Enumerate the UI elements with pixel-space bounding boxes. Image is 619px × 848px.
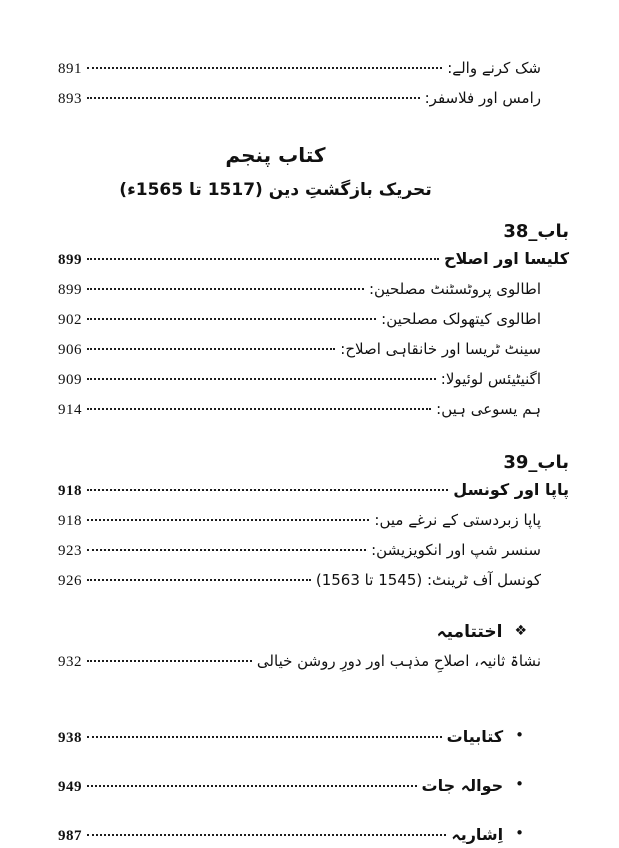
- toc-entry-title: سنسر شپ اور انکویزیشن:: [371, 541, 541, 559]
- book-subtitle: تحریک بازگشتِ دین (1517 تا 1565ء): [119, 180, 432, 200]
- back-matter-row: [58, 725, 524, 750]
- toc-entry-page: 914: [58, 402, 82, 418]
- toc-entry-row: [58, 397, 541, 422]
- dot-leader: [87, 549, 366, 551]
- back-matter-row: [58, 774, 524, 799]
- toc-entry-title: کونسل آف ٹرینٹ: (1545 تا 1563): [315, 571, 541, 589]
- toc-entry-row: [58, 86, 541, 111]
- toc-entry-title: پاپا زبردستی کے نرغے میں:: [374, 511, 541, 529]
- chapter-heading-row: [58, 247, 569, 272]
- dot-leader: [87, 378, 436, 380]
- toc-entry-page: 899: [58, 282, 82, 298]
- book-header: [20, 141, 531, 205]
- toc-entry-row: [58, 56, 541, 81]
- epilogue-title: اختتامیہ: [436, 622, 503, 642]
- toc-entry-page: 926: [58, 573, 82, 589]
- toc-entry-page: 918: [58, 513, 82, 529]
- toc-entry-title: اگنیٹیئس لوئیولا:: [440, 370, 541, 388]
- dot-leader: [87, 736, 442, 738]
- back-matter-page: 949: [58, 779, 82, 795]
- toc-entry-page: 891: [58, 61, 82, 77]
- toc-entry-row: [58, 649, 541, 674]
- diamond-cluster-icon: ❖: [514, 623, 527, 639]
- back-matter-title: حوالہ جات: [421, 776, 504, 795]
- toc-entry-title: سینٹ ٹریسا اور خانقاہی اصلاح:: [340, 340, 541, 358]
- toc-entry-page: 932: [58, 654, 82, 670]
- toc-entry-page: 909: [58, 372, 82, 388]
- dot-leader: [87, 318, 376, 320]
- toc-entry-row: [58, 508, 541, 533]
- toc-entry-title: رامس اور فلاسفر:: [424, 89, 541, 107]
- toc-entry-title: شک کرنے والے:: [447, 59, 541, 77]
- chapter-heading-page: 899: [58, 252, 82, 268]
- bullet-icon: •: [515, 726, 524, 744]
- dot-leader: [87, 408, 431, 410]
- back-matter-title: اِشاریہ: [451, 825, 504, 844]
- dot-leader: [87, 785, 417, 787]
- toc-entry-title: اطالوی پروٹسٹنٹ مصلحین:: [369, 280, 541, 298]
- chapter-heading-title: پاپا اور کونسل: [453, 480, 569, 499]
- toc-entry-title: ہم یسوعی ہیں:: [436, 400, 541, 418]
- chapter-label: باب_38: [503, 221, 569, 242]
- back-matter-row: [58, 823, 524, 848]
- dot-leader: [87, 834, 446, 836]
- dot-leader: [87, 519, 369, 521]
- dot-leader: [87, 579, 311, 581]
- chapter-heading-page: 918: [58, 483, 82, 499]
- toc-entry-title: اطالوی کیتھولک مصلحین:: [381, 310, 541, 328]
- dot-leader: [87, 348, 335, 350]
- toc-entry-page: 906: [58, 342, 82, 358]
- back-matter-page: 987: [58, 828, 82, 844]
- back-matter-title: کتابیات: [446, 727, 504, 746]
- dot-leader: [87, 67, 442, 69]
- dot-leader: [87, 97, 420, 99]
- toc-entry-row: [58, 538, 541, 563]
- toc-entry-title: نشاۃ ثانیہ، اصلاحِ مذہب اور دورِ روشن خیالی: [256, 652, 541, 670]
- dot-leader: [87, 258, 439, 260]
- bullet-icon: •: [515, 824, 524, 842]
- toc-entry-row: [58, 307, 541, 332]
- toc-entry-row: [58, 337, 541, 362]
- toc-entry-row: [58, 367, 541, 392]
- dot-leader: [87, 489, 448, 491]
- chapter-heading-row: [58, 478, 569, 503]
- dot-leader: [87, 660, 252, 662]
- book-title: کتاب پنجم: [225, 143, 326, 167]
- chapter-heading-title: کلیسا اور اصلاح: [443, 249, 569, 268]
- toc-entry-page: 902: [58, 312, 82, 328]
- epilogue-header: [58, 619, 527, 645]
- bullet-icon: •: [515, 775, 524, 793]
- toc-entry-page: 923: [58, 543, 82, 559]
- dot-leader: [87, 288, 364, 290]
- chapter-label: باب_39: [503, 452, 569, 473]
- toc-entry-page: 893: [58, 91, 82, 107]
- back-matter-page: 938: [58, 730, 82, 746]
- toc-entry-row: [58, 568, 541, 593]
- toc-entry-row: [58, 277, 541, 302]
